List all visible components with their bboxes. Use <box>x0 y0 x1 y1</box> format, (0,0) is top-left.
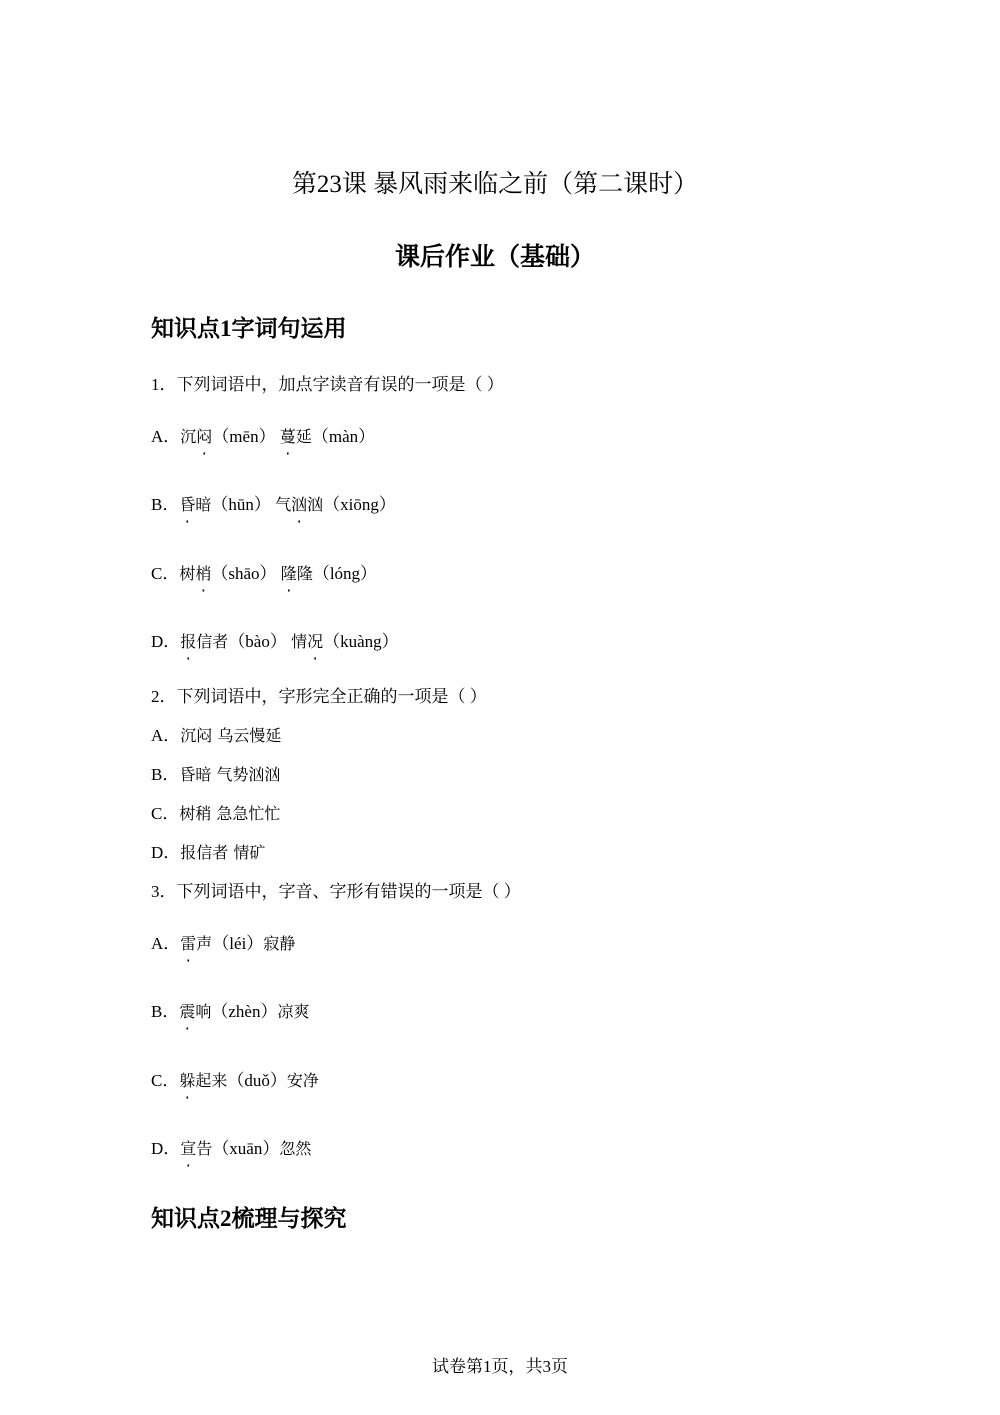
pinyin: （zhèn） <box>211 1002 278 1021</box>
option-word: 宣告 <box>180 1139 212 1158</box>
option-label: C． <box>151 804 180 823</box>
emphasis-dot-char: 躲 <box>179 1071 196 1090</box>
option-label: C． <box>151 564 180 583</box>
option-label: B． <box>151 495 180 514</box>
option-word: 气汹汹 <box>275 495 323 514</box>
option-word: 树梢 <box>179 564 211 583</box>
option-label: D． <box>151 632 181 651</box>
emphasis-dot-char: 况 <box>307 632 324 651</box>
emphasis-dot-char: 雷 <box>180 934 197 953</box>
option-word-2: 寂静 <box>263 934 296 953</box>
option-label: D． <box>151 843 181 862</box>
pinyin: （lóng） <box>312 564 378 583</box>
emphasis-dot-char: 宣 <box>180 1139 197 1158</box>
question-1-option-a <box>151 425 375 449</box>
option-label: B． <box>151 1002 180 1021</box>
question-3-option-c <box>151 1069 319 1093</box>
option-word: 隆隆 <box>281 564 313 583</box>
question-3-option-a <box>151 932 295 956</box>
option-word-2: 凉爽 <box>277 1002 310 1021</box>
question-2-option-b <box>151 763 280 787</box>
question-3-stem: 3．下列词语中，字音、字形有错误的一项是（ ） <box>151 882 521 901</box>
page-footer: 试卷第1页，共3页 <box>432 1357 568 1376</box>
question-3-option-b <box>151 1000 309 1024</box>
pinyin: （duǒ） <box>227 1071 287 1090</box>
question-2-option-c <box>151 802 280 826</box>
option-word-2: 安净 <box>286 1071 319 1090</box>
option-label: C． <box>151 1071 180 1090</box>
option-text: 树稍 急急忙忙 <box>179 804 281 823</box>
question-1-stem: 1．下列词语中，加点字读音有误的一项是（ ） <box>151 375 504 394</box>
question-1-option-d <box>151 630 399 654</box>
pinyin: （hūn） <box>211 495 271 514</box>
option-label: A． <box>151 427 181 446</box>
option-text: 沉闷 乌云慢延 <box>180 726 282 745</box>
emphasis-dot-char: 蔓 <box>279 427 296 446</box>
pinyin: （bào） <box>228 632 287 651</box>
option-word-2: 忽然 <box>279 1139 312 1158</box>
page-subtitle: 课后作业（基础） <box>394 244 595 271</box>
emphasis-dot-char: 震 <box>179 1002 196 1021</box>
emphasis-dot-char: 闷 <box>196 427 213 446</box>
pinyin: （kuàng） <box>323 632 399 651</box>
option-label: D． <box>151 1139 181 1158</box>
pinyin: （xuān） <box>212 1139 280 1158</box>
option-text: 报信者 情矿 <box>180 843 266 862</box>
question-2-option-a <box>151 724 281 748</box>
option-word: 情况 <box>291 632 323 651</box>
pinyin: （shāo） <box>211 564 277 583</box>
question-1-option-b <box>151 493 396 517</box>
question-3-option-d <box>151 1137 311 1161</box>
option-text: 昏暗 气势汹汹 <box>179 765 281 784</box>
pinyin: （màn） <box>311 427 376 446</box>
option-label: A． <box>151 934 181 953</box>
pinyin: （léi） <box>212 934 264 953</box>
emphasis-dot-char: 梢 <box>195 564 212 583</box>
section-heading-2: 知识点2梳理与探究 <box>151 1206 347 1231</box>
question-2-option-d <box>151 841 265 865</box>
option-word: 雷声 <box>180 934 212 953</box>
option-label: A． <box>151 726 181 745</box>
question-1-option-c <box>151 562 377 586</box>
section-heading-1: 知识点1字词句运用 <box>151 316 347 341</box>
option-word: 蔓延 <box>280 427 312 446</box>
option-word: 报信者 <box>180 632 228 651</box>
option-word: 躲起来 <box>179 1071 227 1090</box>
page-title: 第23课 暴风雨来临之前（第二课时） <box>291 171 699 198</box>
emphasis-dot-char: 报 <box>180 632 197 651</box>
option-word: 震响 <box>179 1002 211 1021</box>
option-label: B． <box>151 765 180 784</box>
option-word: 沉闷 <box>180 427 212 446</box>
question-2-stem: 2．下列词语中，字形完全正确的一项是（ ） <box>151 687 487 706</box>
pinyin: （mēn） <box>212 427 276 446</box>
emphasis-dot-char: 汹 <box>291 495 308 514</box>
option-word: 昏暗 <box>179 495 211 514</box>
pinyin: （xiōng） <box>323 495 396 514</box>
emphasis-dot-char: 隆 <box>280 564 297 583</box>
emphasis-dot-char: 昏 <box>179 495 196 514</box>
